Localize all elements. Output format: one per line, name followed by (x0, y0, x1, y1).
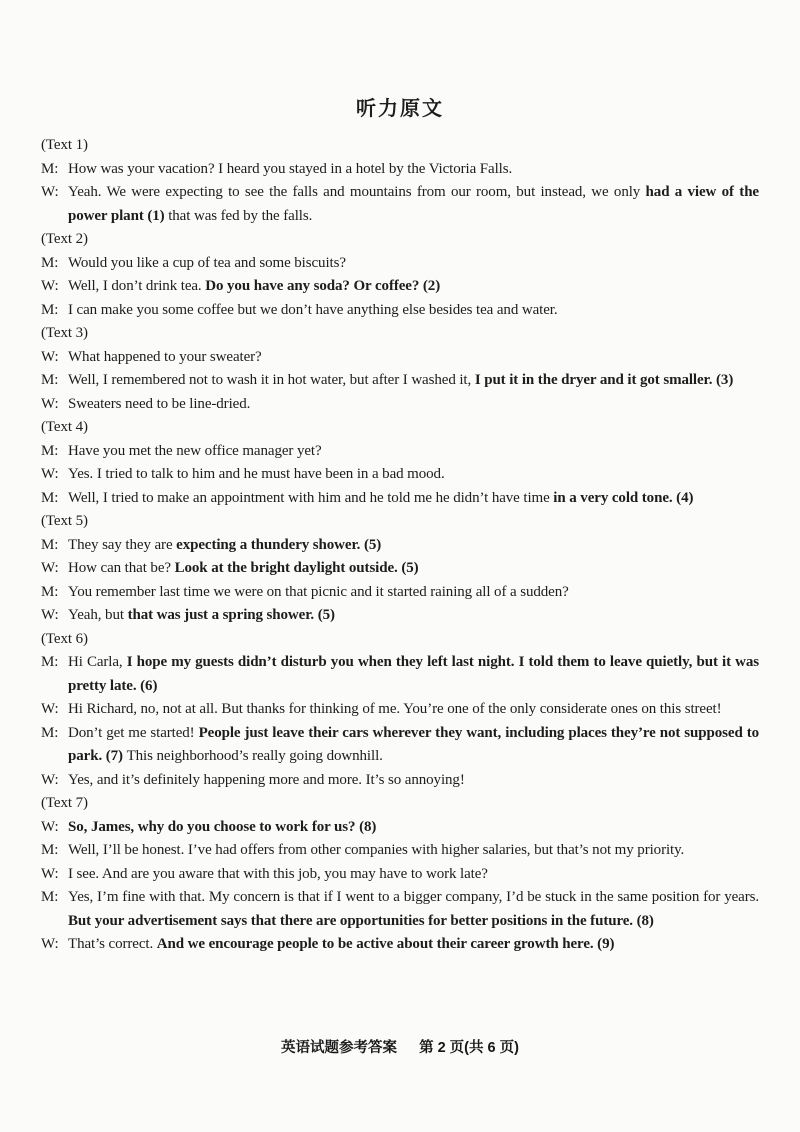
text-section-label (41, 416, 759, 440)
key-answer-segment: Look at the bright daylight outside. (5) (174, 560, 419, 576)
dialog-turn (41, 299, 759, 323)
speaker-prefix: M: (41, 301, 59, 318)
speaker-prefix: M: (41, 889, 59, 905)
dialog-turn (41, 886, 759, 933)
dialog-text-segment: Yes, and it’s definitely happening more and more. It’s so annoying! (68, 771, 465, 788)
speaker-prefix: M: (41, 654, 59, 670)
dialog-turn (41, 769, 759, 793)
dialog-text-segment: How can that be? (68, 560, 175, 576)
dialog-turn (41, 933, 759, 957)
dialog-text-segment: You remember last time we were on that picnic and it started raining all of a sudden? (68, 583, 569, 600)
listening-transcript (41, 134, 759, 957)
dialog-text-segment: They say they are (68, 536, 177, 553)
dialog-text-segment: Sweaters need to be line-dried. (68, 395, 251, 412)
footer-document-label: 英语试题参考答案 (281, 1040, 398, 1056)
text-section-label (41, 228, 759, 252)
speaker-prefix: W: (41, 818, 59, 835)
dialog-text-segment: (Text 3) (41, 325, 88, 341)
dialog-text-segment: This neighborhood’s really going downhill. (126, 748, 383, 764)
footer-page-indicator: 第 2 页(共 6 页) (419, 1040, 519, 1056)
text-section-label (41, 792, 759, 816)
dialog-text-segment: Well, I don’t drink tea. (68, 278, 206, 294)
dialog-turn (41, 816, 759, 840)
key-answer-segment: I hope my guests didn’t disturb you when they left last night. I told them to leave quietly, but it was pretty late. (6) (68, 654, 759, 694)
key-answer-segment: But your advertisement says that there are opportunities for better positions in the future. (8) (68, 912, 654, 929)
dialog-text-segment: (Text 4) (41, 419, 88, 435)
speaker-prefix: W: (41, 865, 59, 882)
page-title: 听力原文 (356, 98, 444, 120)
dialog-text-segment: Have you met the new office manager yet? (68, 442, 322, 459)
speaker-prefix: W: (41, 607, 59, 623)
dialog-turn (41, 158, 759, 182)
key-answer-segment: And we encourage people to be active about their career growth here. (9) (156, 936, 615, 952)
speaker-prefix: M: (41, 583, 59, 600)
key-answer-segment: I put it in the dryer and it got smaller. (3) (474, 372, 734, 388)
key-answer-segment: expecting a thundery shower. (5) (176, 536, 382, 553)
dialog-turn (41, 393, 759, 417)
dialog-text-segment: (Text 7) (41, 795, 88, 811)
dialog-text-segment: (Text 6) (41, 630, 88, 647)
speaker-prefix: M: (41, 160, 59, 177)
dialog-text-segment: (Text 5) (41, 513, 88, 529)
speaker-prefix: W: (41, 348, 59, 365)
key-answer-segment: had a view of the power plant (1) (68, 184, 759, 224)
text-section-label (41, 322, 759, 346)
dialog-text-segment: I see. And are you aware that with this job, you may have to work late? (68, 865, 488, 882)
text-section-label (41, 628, 759, 652)
key-answer-segment: in a very cold tone. (4) (553, 489, 694, 506)
dialog-text-segment: Hi Carla, (68, 654, 127, 670)
dialog-turn (41, 557, 759, 581)
speaker-prefix: M: (41, 489, 59, 506)
dialog-text-segment: Well, I’ll be honest. I’ve had offers from other companies with higher salaries, but that’s not my priority. (68, 842, 685, 858)
dialog-turn (41, 181, 759, 228)
speaker-prefix: W: (41, 466, 59, 482)
dialog-text-segment: Yes, I’m fine with that. My concern is that if I went to a bigger company, I’d be stuck in the same position for years. (68, 889, 759, 905)
dialog-turn (41, 651, 759, 698)
dialog-text-segment: What happened to your sweater? (68, 348, 262, 365)
dialog-text-segment: (Text 1) (41, 137, 88, 153)
speaker-prefix: W: (41, 395, 59, 412)
dialog-text-segment: Don’t get me started! (68, 724, 199, 741)
speaker-prefix: M: (41, 372, 59, 388)
dialog-turn (41, 252, 759, 276)
dialog-turn (41, 534, 759, 558)
speaker-prefix: W: (41, 701, 59, 717)
dialog-text-segment: that was fed by the falls. (168, 207, 313, 224)
dialog-turn (41, 863, 759, 887)
page-footer (0, 1036, 800, 1057)
text-section-label (41, 510, 759, 534)
speaker-prefix: M: (41, 536, 59, 553)
dialog-text-segment: How was your vacation? I heard you stayed in a hotel by the Victoria Falls. (68, 160, 513, 177)
dialog-text-segment: Yes. I tried to talk to him and he must have been in a bad mood. (68, 466, 445, 482)
dialog-turn (41, 839, 759, 863)
text-section-label (41, 134, 759, 158)
dialog-turn (41, 346, 759, 370)
dialog-turn (41, 698, 759, 722)
key-answer-segment: Do you have any soda? Or coffee? (2) (205, 278, 441, 294)
dialog-text-segment: I can make you some coffee but we don’t have anything else besides tea and water. (68, 301, 558, 318)
dialog-text-segment: Yeah. We were expecting to see the falls and mountains from our room, but instead, we only (68, 184, 646, 200)
key-answer-segment: So, James, why do you choose to work for us? (8) (68, 818, 377, 835)
dialog-turn (41, 487, 759, 511)
speaker-prefix: M: (41, 842, 59, 858)
speaker-prefix: M: (41, 254, 59, 271)
dialog-text-segment: Well, I remembered not to wash it in hot water, but after I washed it, (68, 372, 475, 388)
dialog-text-segment: Yeah, but (68, 607, 128, 623)
speaker-prefix: W: (41, 184, 59, 200)
dialog-text-segment: Well, I tried to make an appointment with him and he told me he didn’t have time (68, 489, 554, 506)
dialog-turn (41, 604, 759, 628)
speaker-prefix: M: (41, 442, 59, 459)
key-answer-segment: that was just a spring shower. (5) (127, 607, 335, 623)
dialog-turn (41, 440, 759, 464)
dialog-turn (41, 369, 759, 393)
dialog-turn (41, 722, 759, 769)
dialog-turn (41, 581, 759, 605)
dialog-turn (41, 275, 759, 299)
dialog-text-segment: (Text 2) (41, 231, 88, 247)
dialog-text-segment: Hi Richard, no, not at all. But thanks for thinking of me. You’re one of the only considerate ones on this street! (68, 701, 722, 717)
speaker-prefix: W: (41, 560, 59, 576)
dialog-text-segment: That’s correct. (68, 936, 157, 952)
key-answer-segment: People just leave their cars wherever they want, including places they’re not supposed to park. (7) (68, 724, 759, 764)
speaker-prefix: M: (41, 724, 59, 741)
dialog-text-segment: Would you like a cup of tea and some biscuits? (68, 254, 346, 271)
dialog-turn (41, 463, 759, 487)
speaker-prefix: W: (41, 936, 59, 952)
speaker-prefix: W: (41, 771, 59, 788)
speaker-prefix: W: (41, 278, 59, 294)
